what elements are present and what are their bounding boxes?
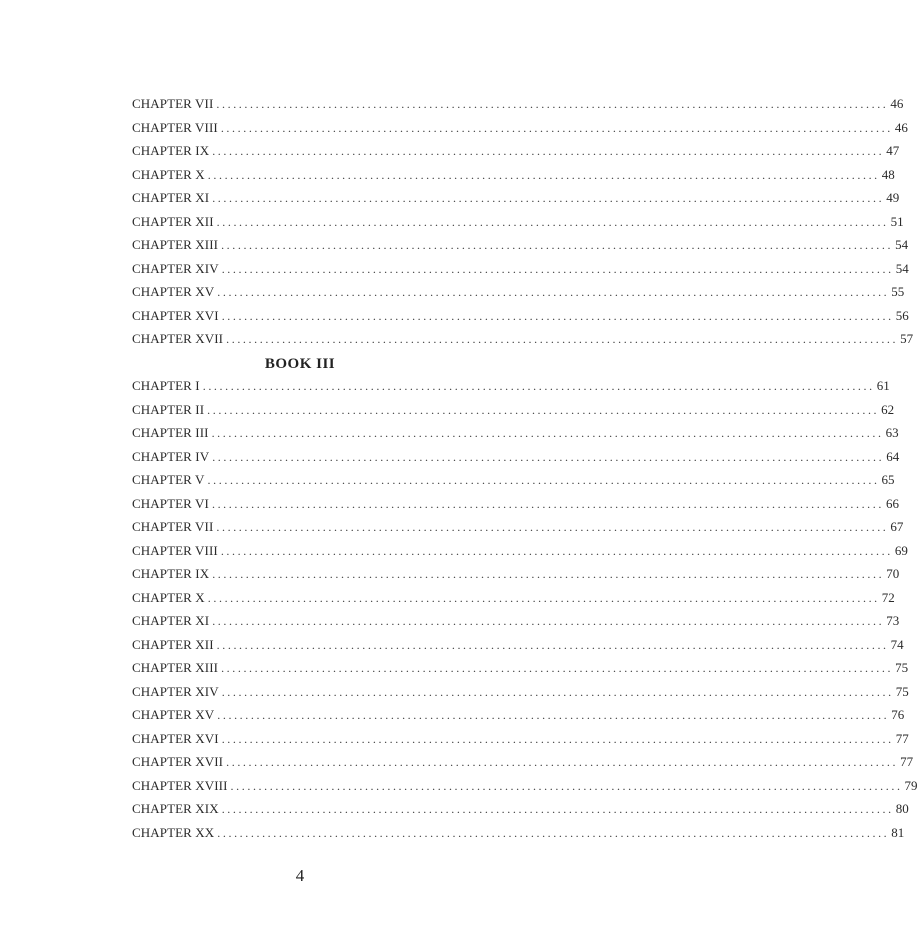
toc-entry-page: 57 <box>900 331 914 346</box>
dot-leader: ........................................................................................................................ <box>217 708 890 722</box>
dot-leader: ........................................................................................................................ <box>216 214 889 229</box>
toc-entry-label: CHAPTER III <box>132 425 209 440</box>
toc-entry-label: CHAPTER VIII <box>132 119 218 135</box>
page-number: 4 <box>295 866 305 885</box>
dot-leader: ........................................................................................................................ <box>221 802 894 816</box>
toc-entry-label: CHAPTER XVI <box>132 307 219 323</box>
toc-entry[interactable] <box>132 210 904 234</box>
toc-entry-page: 81 <box>891 824 905 840</box>
dot-leader: ........................................................................................................................ <box>221 261 894 276</box>
toc-entry[interactable] <box>132 774 918 798</box>
toc-entry-page: 64 <box>886 448 900 464</box>
toc-entry-label: CHAPTER XIII <box>132 237 219 252</box>
dot-leader: ........................................................................................................................ <box>212 614 885 628</box>
toc-entry-label: CHAPTER XII <box>132 213 214 229</box>
dot-leader: ........................................................................................................................ <box>221 238 894 252</box>
toc-entry-label: CHAPTER X <box>132 589 205 605</box>
toc-section-book-iii <box>132 374 918 844</box>
toc-entry-page: 56 <box>895 307 909 323</box>
dot-leader: ........................................................................................................................ <box>216 97 889 111</box>
dot-leader: ........................................................................................................................ <box>221 684 894 699</box>
toc-entry[interactable] <box>132 515 904 539</box>
toc-entry-label: CHAPTER XV <box>132 284 215 299</box>
toc-entry-page: 79 <box>904 777 918 793</box>
toc-entry-label: CHAPTER XVII <box>132 331 224 346</box>
dot-leader: ........................................................................................................................ <box>220 543 893 558</box>
dot-leader: ........................................................................................................................ <box>217 825 890 840</box>
toc-entry-page: 46 <box>890 96 904 111</box>
toc-entry-label: CHAPTER IV <box>132 448 210 464</box>
dot-leader: ........................................................................................................................ <box>216 637 889 652</box>
toc-entry-label: CHAPTER XVIII <box>132 777 228 793</box>
toc-entry-label: CHAPTER XIV <box>132 260 219 276</box>
toc-entry-page: 48 <box>881 166 895 182</box>
toc-entry-page: 72 <box>881 589 895 605</box>
dot-leader: ........................................................................................................................ <box>207 473 880 487</box>
toc-entry[interactable] <box>132 703 905 727</box>
toc-entry-page: 75 <box>895 683 909 699</box>
toc-entry-label: CHAPTER XII <box>132 636 214 652</box>
dot-leader: ........................................................................................................................ <box>221 308 894 323</box>
dot-leader: ........................................................................................................................ <box>207 167 880 182</box>
toc-entry-label: CHAPTER VIII <box>132 542 218 558</box>
toc-entry[interactable] <box>132 609 900 633</box>
toc-entry[interactable] <box>132 92 904 116</box>
dot-leader: ........................................................................................................................ <box>212 449 885 464</box>
toc-entry-page: 55 <box>891 284 905 299</box>
toc-entry-page: 63 <box>885 425 899 440</box>
toc-entry[interactable] <box>132 163 895 187</box>
dot-leader: ........................................................................................................................ <box>221 661 894 675</box>
toc-entry-page: 62 <box>881 401 895 417</box>
toc-entry-label: CHAPTER XIX <box>132 801 219 816</box>
dot-leader: ........................................................................................................................ <box>212 144 885 158</box>
toc-entry[interactable] <box>132 374 890 398</box>
toc-entry-label: CHAPTER II <box>132 401 205 417</box>
toc-entry-page: 80 <box>895 801 909 816</box>
toc-entry-page: 66 <box>885 495 899 511</box>
toc-entry-label: CHAPTER V <box>132 472 205 487</box>
dot-leader: ........................................................................................................................ <box>217 285 890 299</box>
toc-entry-label: CHAPTER VII <box>132 96 214 111</box>
toc-entry[interactable] <box>132 492 899 516</box>
toc-entry-page: 77 <box>900 754 914 769</box>
toc-entry[interactable] <box>132 633 904 657</box>
toc-entry-page: 74 <box>890 636 904 652</box>
toc-entry-label: CHAPTER XIII <box>132 660 219 675</box>
toc-entry[interactable] <box>132 139 900 163</box>
toc-entry-page: 69 <box>894 542 908 558</box>
toc-entry-page: 46 <box>894 119 908 135</box>
toc-entry-label: CHAPTER IX <box>132 143 210 158</box>
toc-entry-label: CHAPTER XVI <box>132 730 219 746</box>
dot-leader: ........................................................................................................................ <box>220 120 893 135</box>
toc-entry[interactable] <box>132 257 909 281</box>
toc-entry-page: 49 <box>886 190 900 205</box>
toc-entry-page: 76 <box>891 707 905 722</box>
toc-entry-page: 73 <box>886 613 900 628</box>
toc-entry-label: CHAPTER XI <box>132 613 210 628</box>
toc-entry-page: 51 <box>890 213 904 229</box>
dot-leader: ........................................................................................................................ <box>207 402 880 417</box>
dot-leader: ........................................................................................................................ <box>207 590 880 605</box>
toc-entry[interactable] <box>132 586 895 610</box>
toc-entry-label: CHAPTER VI <box>132 495 209 511</box>
toc-entry[interactable] <box>132 727 909 751</box>
toc-entry[interactable] <box>132 233 909 257</box>
toc-entry-label: CHAPTER XX <box>132 824 215 840</box>
dot-leader: ........................................................................................................................ <box>212 191 885 205</box>
dot-leader: ........................................................................................................................ <box>216 520 889 534</box>
dot-leader: ........................................................................................................................ <box>211 426 884 440</box>
toc-entry[interactable] <box>132 327 914 351</box>
dot-leader: ........................................................................................................................ <box>230 778 903 793</box>
toc-entry-label: CHAPTER XVII <box>132 754 224 769</box>
toc-entry[interactable] <box>132 821 905 845</box>
dot-leader: ........................................................................................................................ <box>226 755 899 769</box>
toc-entry-label: CHAPTER XI <box>132 190 210 205</box>
toc-entry-page: 77 <box>895 730 909 746</box>
toc-entry-page: 67 <box>890 519 904 534</box>
toc-entry[interactable] <box>132 280 905 304</box>
book-iii-heading: BOOK III <box>264 356 336 372</box>
dot-leader: ........................................................................................................................ <box>221 731 894 746</box>
dot-leader: ........................................................................................................................ <box>202 379 875 393</box>
toc-entry[interactable] <box>132 186 900 210</box>
toc-entry[interactable] <box>132 797 909 821</box>
toc-entry-label: CHAPTER X <box>132 166 205 182</box>
toc-entry-page: 54 <box>895 260 909 276</box>
toc-entry[interactable] <box>132 421 899 445</box>
toc-entry[interactable] <box>132 304 909 328</box>
toc-entry-label: CHAPTER XIV <box>132 683 219 699</box>
toc-entry[interactable] <box>132 116 908 140</box>
dot-leader: ........................................................................................................................ <box>226 332 899 346</box>
toc-entry-page: 75 <box>895 660 909 675</box>
toc-section-previous-book <box>132 92 914 351</box>
toc-entry[interactable] <box>132 398 895 422</box>
toc-entry[interactable] <box>132 680 909 704</box>
toc-entry-page: 54 <box>895 237 909 252</box>
toc-entry-label: CHAPTER I <box>132 378 200 393</box>
toc-entry-page: 65 <box>881 472 895 487</box>
toc-entry-label: CHAPTER XV <box>132 707 215 722</box>
dot-leader: ........................................................................................................................ <box>212 567 885 581</box>
toc-entry[interactable] <box>132 750 914 774</box>
toc-entry-page: 70 <box>886 566 900 581</box>
toc-entry[interactable] <box>132 468 895 492</box>
toc-entry-page: 47 <box>886 143 900 158</box>
toc-entry[interactable] <box>132 562 900 586</box>
toc-entry[interactable] <box>132 539 908 563</box>
toc-entry[interactable] <box>132 656 909 680</box>
toc-entry[interactable] <box>132 445 900 469</box>
dot-leader: ........................................................................................................................ <box>211 496 884 511</box>
toc-entry-label: CHAPTER IX <box>132 566 210 581</box>
toc-entry-label: CHAPTER VII <box>132 519 214 534</box>
toc-entry-page: 61 <box>876 378 890 393</box>
